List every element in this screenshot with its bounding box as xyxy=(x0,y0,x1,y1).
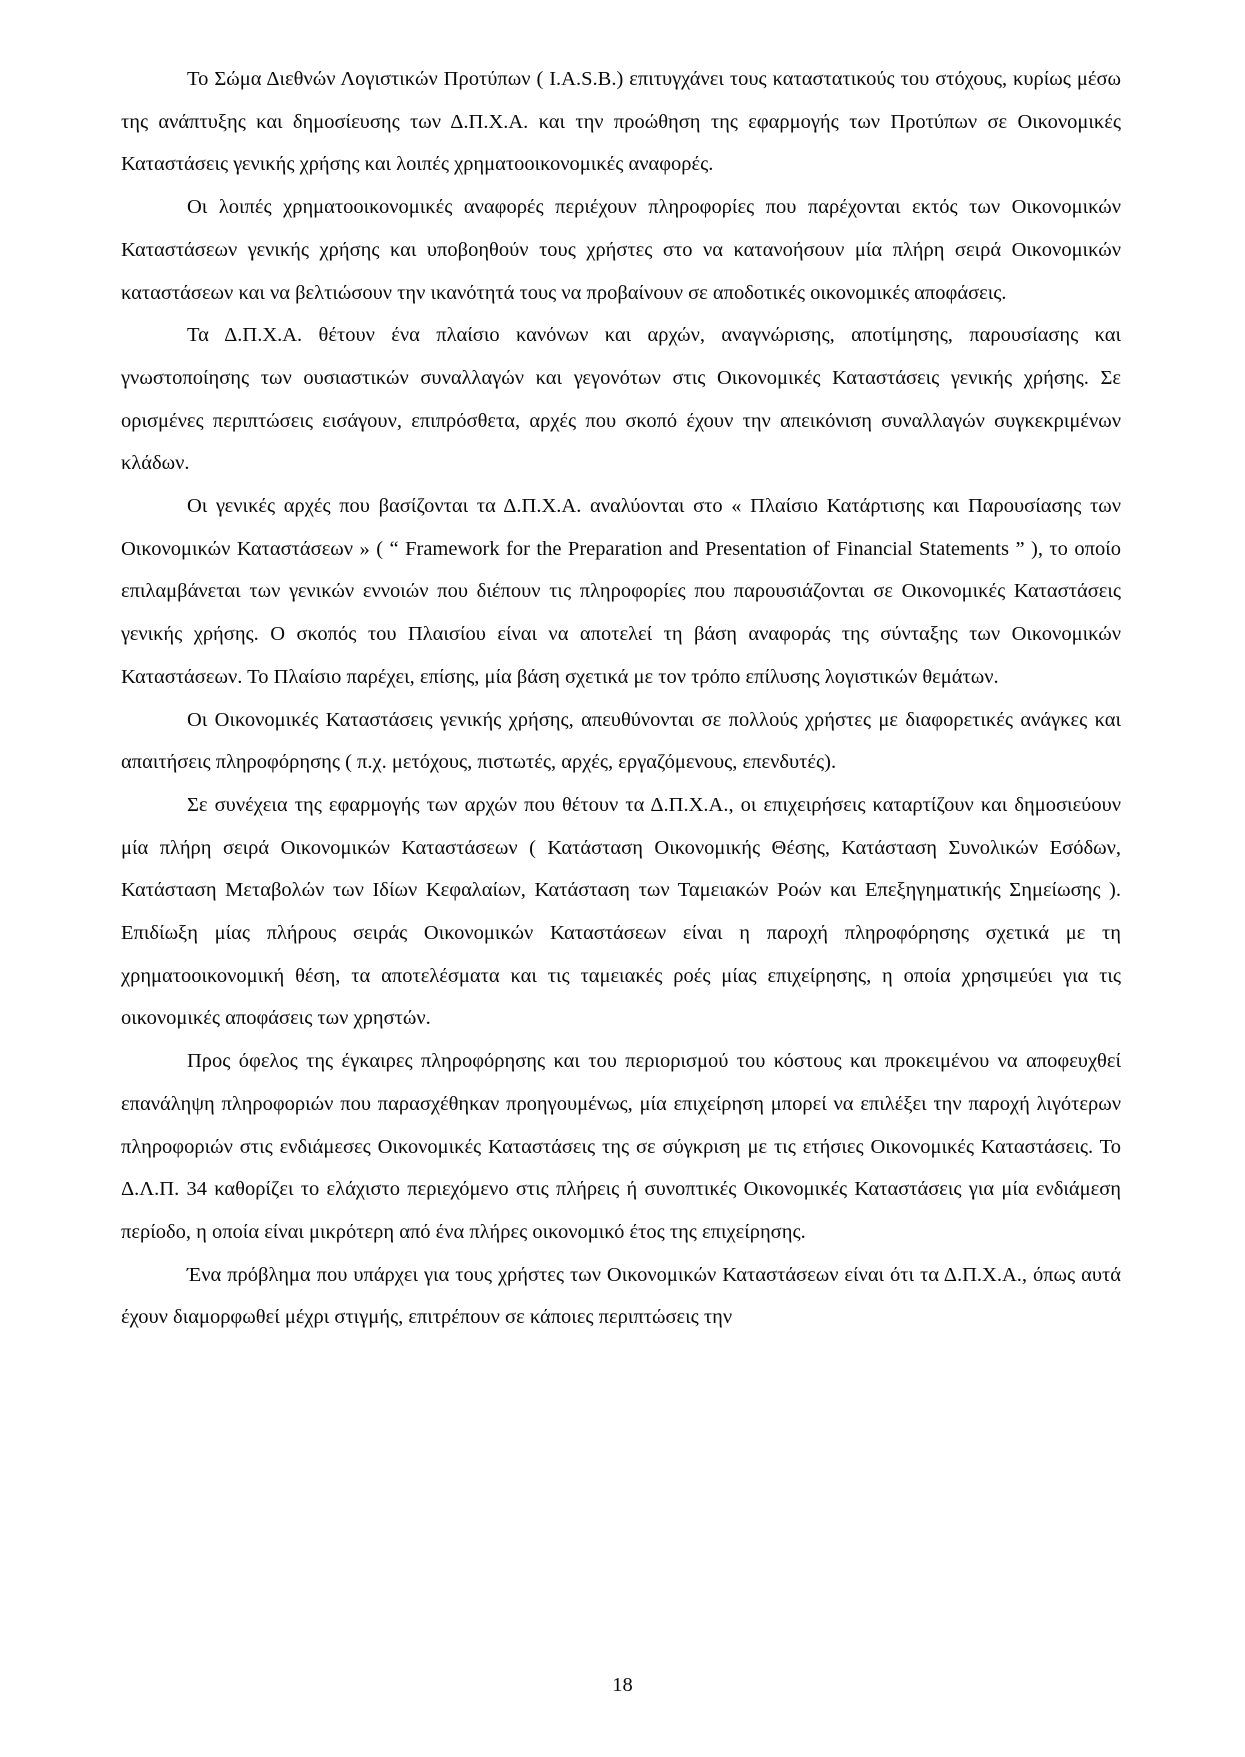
paragraph-iasb-objectives: Το Σώμα Διεθνών Λογιστικών Προτύπων ( I.A.S.B.) επιτυγχάνει τους καταστατικούς του στόχους, κυρίως μέσω της ανάπτυξης και δημοσίευσης των Δ.Π.Χ.Α. και την προώθηση της εφαρμογής των Προτύπων σε Οικονομικές Καταστάσεις γενικής χρήσης και λοιπές χρηματοοικονομικές αναφορές. xyxy=(121,68,1121,176)
paragraph-users-needs: Οι Οικονομικές Καταστάσεις γενικής χρήσης, απευθύνονται σε πολλούς χρήστες με διαφορετικές ανάγκες και απαιτήσεις πληροφόρησης ( π.χ. μετόχους, πιστωτές, αρχές, εργαζόμενους, επενδυτές). xyxy=(121,708,1121,774)
document-body xyxy=(121,58,1121,1339)
paragraph-complete-set-statements: Σε συνέχεια της εφαρμογής των αρχών που θέτουν τα Δ.Π.Χ.Α., οι επιχειρήσεις καταρτίζουν και δημοσιεύουν μία πλήρη σειρά Οικονομικών Καταστάσεων ( Κατάσταση Οικονομικής Θέσης, Κατάσταση Συνολικών Εσόδων, Κατάσταση Μεταβολών των Ιδίων Κεφαλαίων, Κατάσταση των Ταμειακών Ροών και Επεξηγηματικής Σημείωσης ). Επιδίωξη μίας πλήρους σειράς Οικονομικών Καταστάσεων είναι η παροχή πληροφόρησης σχετικά με τη χρηματοοικονομική θέση, τα αποτελέσματα και τις ταμειακές ροές μίας επιχείρησης, η οποία χρησιμεύει για τις οικονομικές αποφάσεις των χρηστών. xyxy=(121,793,1121,1030)
paragraph-interim-reporting: Προς όφελος της έγκαιρες πληροφόρησης και του περιορισμού του κόστους και προκειμένου να αποφευχθεί επανάληψη πληροφοριών που παρασχέθηκαν προηγουμένως, μία επιχείρηση μπορεί να επιλέξει την παροχή λιγότερων πληροφοριών στις ενδιάμεσες Οικονομικές Καταστάσεις της σε σύγκριση με τις ετήσιες Οικονομικές Καταστάσεις. Το Δ.Λ.Π. 34 καθορίζει το ελάχιστο περιεχόμενο στις πλήρεις ή συνοπτικές Οικονομικές Καταστάσεις για μία ενδιάμεση περίοδο, η οποία είναι μικρότερη από ένα πλήρες οικονομικό έτος της επιχείρησης. xyxy=(121,1050,1121,1243)
paragraph-ifrs-framework-rules: Τα Δ.Π.Χ.Α. θέτουν ένα πλαίσιο κανόνων και αρχών, αναγνώρισης, αποτίμησης, παρουσίασης και γνωστοποίησης των ουσιαστικών συναλλαγών και γεγονότων στις Οικονομικές Καταστάσεις γενικής χρήσης. Σε ορισμένες περιπτώσεις εισάγουν, επιπρόσθετα, αρχές που σκοπό έχουν την απεικόνιση συναλλαγών συγκεκριμένων κλάδων. xyxy=(121,324,1121,475)
paragraph-general-principles: Οι γενικές αρχές που βασίζονται τα Δ.Π.Χ.Α. αναλύονται στο « Πλαίσιο Κατάρτισης και Παρουσίασης των Οικονομικών Καταστάσεων » ( “ Framework for the Preparation and Presentation of Financial Statements ” ), το οποίο επιλαμβάνεται των γενικών εννοιών που διέπουν τις πληροφορίες που παρουσιάζονται σε Οικονομικές Καταστάσεις γενικής χρήσης. Ο σκοπός του Πλαισίου είναι να αποτελεί τη βάση αναφοράς της σύνταξης των Οικονομικών Καταστάσεων. Το Πλαίσιο παρέχει, επίσης, μία βάση σχετικά με τον τρόπο επίλυσης λογιστικών θεμάτων. xyxy=(121,495,1121,688)
paragraph-user-problem: Ένα πρόβλημα που υπάρχει για τους χρήστες των Οικονομικών Καταστάσεων είναι ότι τα Δ.Π.Χ.Α., όπως αυτά έχουν διαμορφωθεί μέχρι στιγμής, επιτρέπουν σε κάποιες περιπτώσεις την xyxy=(121,1263,1121,1329)
paragraph-other-financial-reports: Οι λοιπές χρηματοοικονομικές αναφορές περιέχουν πληροφορίες που παρέχονται εκτός των Οικονομικών Καταστάσεων γενικής χρήσης και υποβοηθούν τους χρήστες στο να κατανοήσουν μία πλήρη σειρά Οικονομικών καταστάσεων και να βελτιώσουν την ικανότητά τους να προβαίνουν σε αποδοτικές οικονομικές αποφάσεις. xyxy=(121,196,1121,304)
page-number: 18 xyxy=(612,1674,633,1696)
